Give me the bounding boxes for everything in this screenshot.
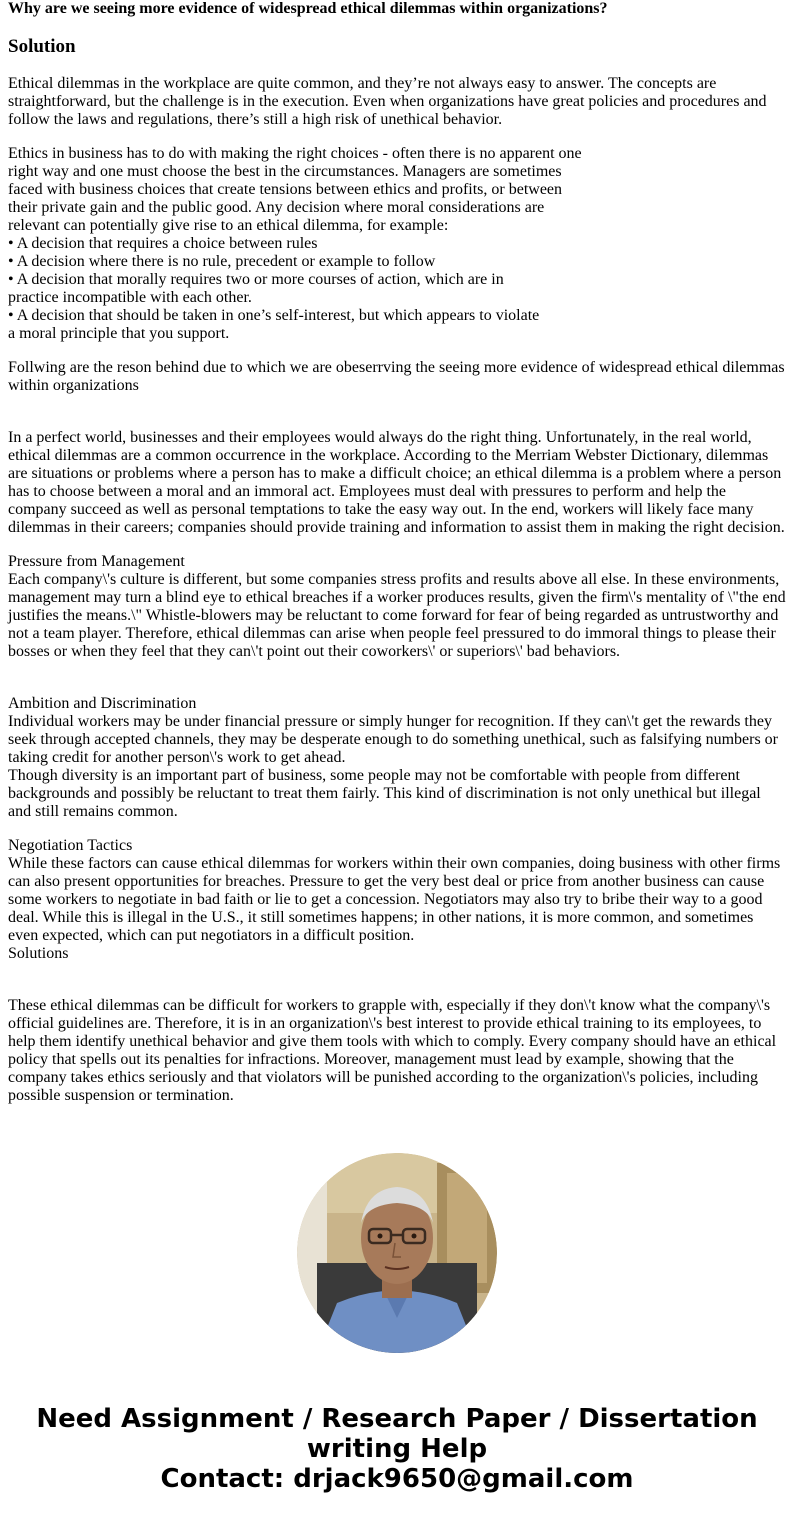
ambition-text-2: Though diversity is an important part of business, some people may not be comfortable with people from different backgrounds and possibly be reluctant to treat them fairly. This kind of discrimination is not only unethical but illegal and still remains common. <box>8 767 761 820</box>
ethics-paragraph: Ethics in business has to do with making the right choices - often there is no apparent one right way and one must choose the best in the circumstances. Managers are sometimes faced with business choices that create tensions between ethics and profits, or between their private gain and the public good. Any decision where moral considerations are relevant can potentially give rise to an ethical dilemma, for example: • A decision that requires a choice between rules • A decision where there is no rule, precedent or example to follow • A decision that morally requires two or more courses of action, which are in practice incompatible with each other. • A decision that should be taken in one’s self-interest, but which appears to violate a moral principle that you support. <box>8 145 582 342</box>
ambition-section <box>8 695 786 821</box>
following-paragraph: Follwing are the reson behind due to which we are obeserrving the seeing more evidence of widespread ethical dilemmas within organizations <box>8 359 785 394</box>
pressure-section <box>8 553 786 661</box>
question-title: Why are we seeing more evidence of widespread ethical dilemmas within organizations? <box>8 0 608 17</box>
contact-footer <box>0 1404 794 1494</box>
pressure-heading: Pressure from Management <box>8 553 185 570</box>
perfect-world-paragraph: In a perfect world, businesses and their employees would always do the right thing. Unfortunately, in the real world, ethical dilemmas are a common occurrence in the workplace. According to the Merriam Webster Dictionary, dilemmas are situations or problems where a person has to make a difficult choice; an ethical dilemma is a problem where a person has to choose between a moral and an immoral act. Employees must deal with pressures to perform and help the company succeed as well as personal temptations to take the easy way out. In the end, workers will likely face many dilemmas in their careers; companies should provide training and information to assist them in making the right decision. <box>8 429 785 536</box>
solutions-paragraph: These ethical dilemmas can be difficult for workers to grapple with, especially if they don\'t know what the company\'s official guidelines are. Therefore, it is in an organization\'s best interest to provide ethical training to its employees, to help them identify unethical behavior and give them tools with which to comply. Every company should have an ethical policy that spells out its penalties for infractions. Moreover, management must lead by example, showing that the company takes ethics seriously and that violators will be punished according to the organization\'s policies, including possible suspension or termination. <box>8 997 777 1104</box>
pressure-text: Each company\'s culture is different, but some companies stress profits and results above all else. In these environments, management may turn a blind eye to ethical breaches if a worker produces results, given the firm\'s mentality of \"the end justifies the means.\" Whistle-blowers may be reluctant to come forward for fear of being regarded as untrustworthy and not a team player. Therefore, ethical dilemmas can arise when people feel pressured to do immoral things to please their bosses or when they feel that they can\'t point out their coworkers\' or superiors\' bad behaviors. <box>8 571 786 660</box>
negotiation-text: While these factors can cause ethical dilemmas for workers within their own companies, doing business with other firms can also present opportunities for breaches. Pressure to get the very best deal or price from another business can cause some workers to negotiate in bad faith or lie to get a concession. Negotiators may also try to bribe their way to a good deal. While this is illegal in the U.S., it still sometimes happens; in other nations, it is more common, and sometimes even expected, which can put negotiators in a difficult position. <box>8 855 781 944</box>
author-avatar <box>297 1153 497 1353</box>
footer-line-2: writing Help <box>306 1434 488 1464</box>
ambition-text-1: Individual workers may be under financial pressure or simply hunger for recognition. If they can\'t get the rewards they seek through accepted channels, they may be desperate enough to do something unethical, such as falsifying numbers or taking credit for another person\'s work to get ahead. <box>8 713 778 766</box>
footer-line-1: Need Assignment / Research Paper / Dissertation <box>36 1404 758 1434</box>
author-photo <box>297 1153 497 1353</box>
solution-heading: Solution <box>8 36 76 57</box>
negotiation-heading: Negotiation Tactics <box>8 837 133 854</box>
solutions-heading: Solutions <box>8 945 69 962</box>
negotiation-section <box>8 837 786 963</box>
intro-paragraph: Ethical dilemmas in the workplace are quite common, and they’re not always easy to answer. The concepts are straightforward, but the challenge is in the execution. Even when organizations have great policies and procedures and follow the laws and regulations, there’s still a high risk of unethical behavior. <box>8 75 767 128</box>
ambition-heading: Ambition and Discrimination <box>8 695 197 712</box>
footer-contact-email[interactable]: Contact: drjack9650@gmail.com <box>160 1464 634 1494</box>
